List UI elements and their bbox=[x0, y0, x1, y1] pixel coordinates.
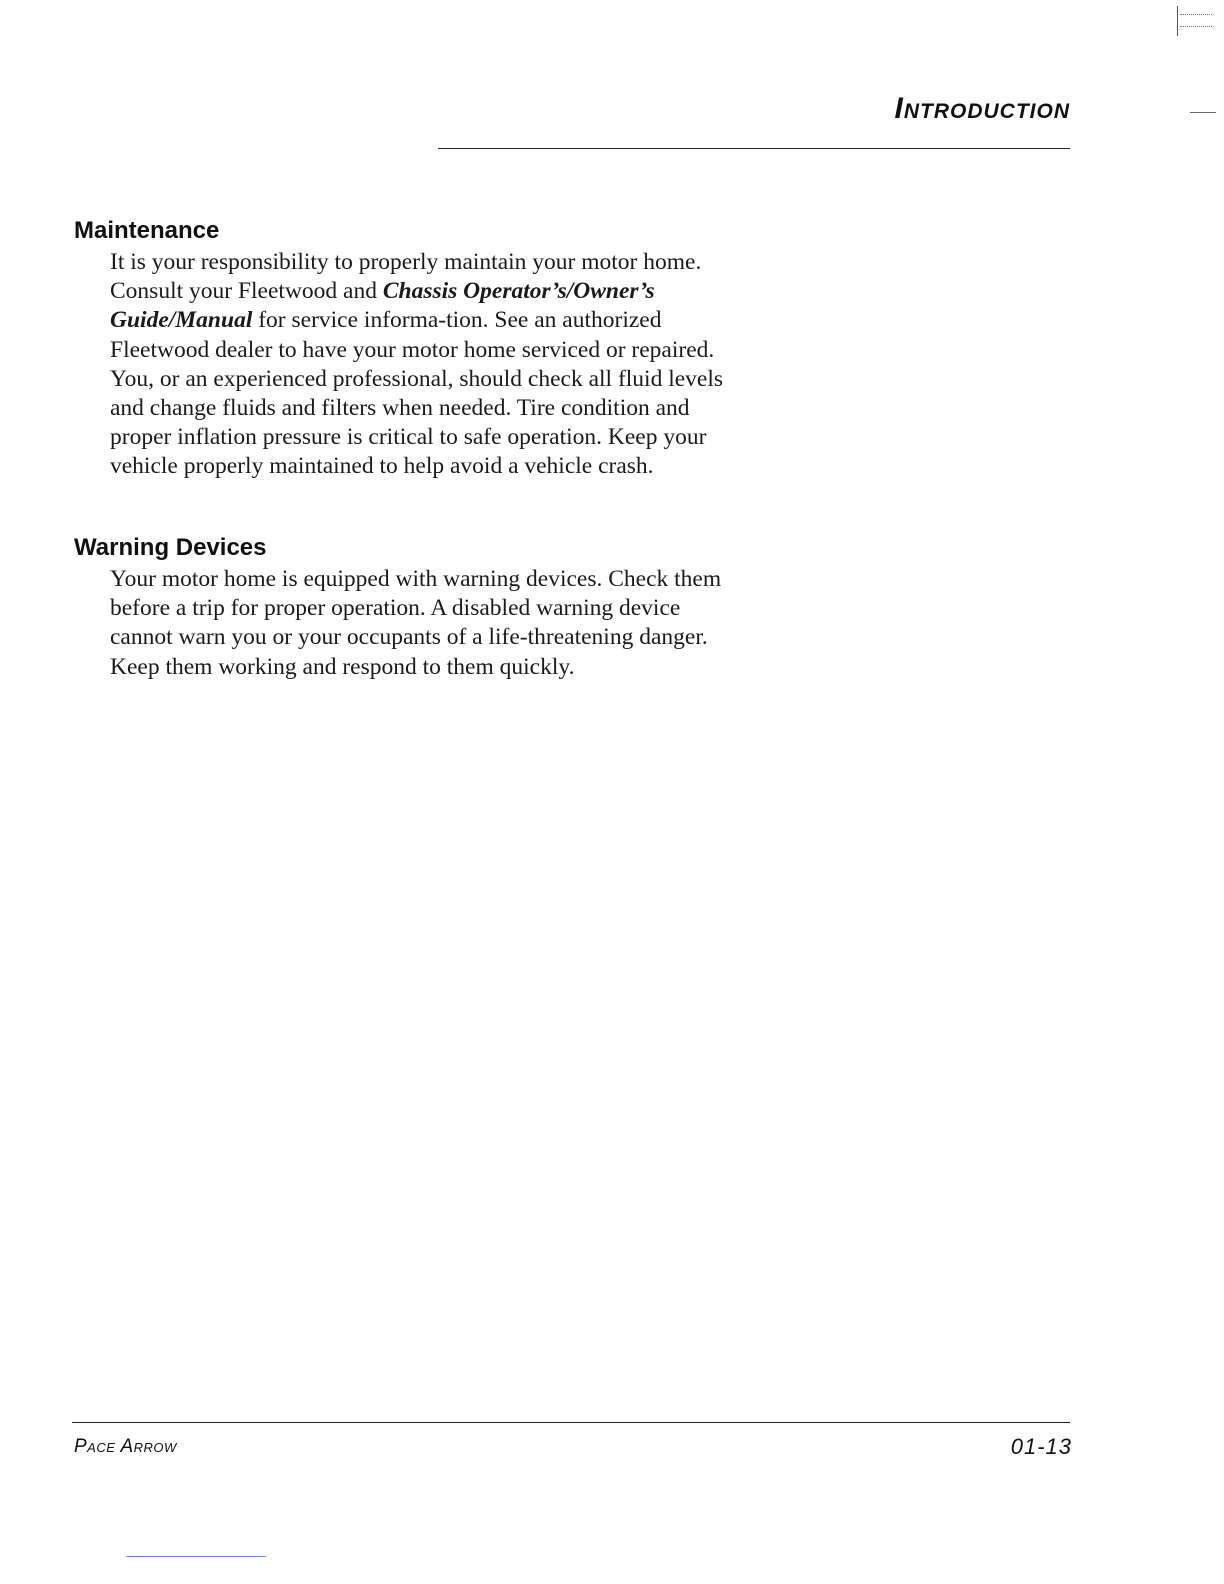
section-body-warning-devices: Your motor home is equipped with warning devices. Check them before a trip for proper operation. A disabled warning device cannot warn you or your occupants of a life-threatening danger. Keep them working and respond to them quickly. bbox=[110, 566, 722, 680]
maintenance-text-start: It is your responsibility to properly maintain your motor home. Consult your Fleetwood and bbox=[110, 249, 702, 305]
section-body-maintenance bbox=[110, 248, 734, 482]
section-warning-devices bbox=[74, 533, 734, 682]
scan-margin-dash bbox=[1190, 112, 1216, 113]
section-maintenance bbox=[74, 216, 734, 482]
footer-product-name: Pace Arrow bbox=[74, 1436, 177, 1457]
section-heading-maintenance: Maintenance bbox=[74, 217, 220, 244]
section-heading-warning-devices: Warning Devices bbox=[74, 534, 267, 561]
chapter-title: Introduction bbox=[894, 92, 1070, 125]
bottom-scan-line bbox=[126, 1556, 266, 1557]
manual-title-emphasis: Chassis Operator’s/Owner’s Guide/Manual bbox=[110, 278, 655, 334]
footer-page-number: 01-13 bbox=[1010, 1434, 1072, 1459]
scan-registration-mark bbox=[1177, 6, 1212, 36]
maintenance-text-end: for service informa-tion. See an authorized Fleetwood dealer to have your motor home serviced or repaired. You, or an experienced professional, should check all fluid levels and change fluids and filters when needed. Tire condition and proper inflation pressure is critical to safe operation. Keep your vehicle properly maintained to help avoid a vehicle crash. bbox=[110, 307, 724, 480]
header-rule bbox=[438, 148, 1070, 149]
footer-rule bbox=[72, 1422, 1070, 1423]
